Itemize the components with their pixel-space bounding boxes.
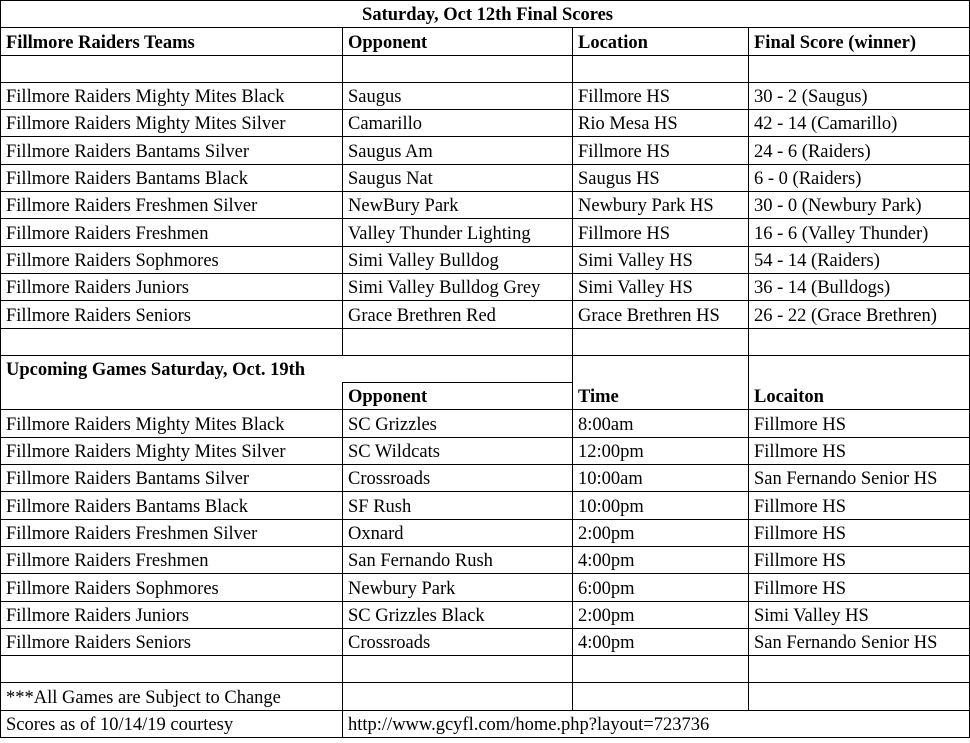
final-scores-title: Saturday, Oct 12th Final Scores [1,1,970,28]
header-opponent: Opponent [343,28,573,55]
time-cell: 2:00pm [573,601,749,628]
opponent-cell: Simi Valley Bulldog [343,246,573,273]
score-cell: 54 - 14 (Raiders) [749,246,970,273]
location-cell: San Fernando Senior HS [749,465,970,492]
opponent-cell: Crossroads [343,628,573,655]
team-cell: Fillmore Raiders Bantams Black [1,164,343,191]
team-cell: Fillmore Raiders Mighty Mites Silver [1,437,343,464]
location-cell: Fillmore HS [749,492,970,519]
team-cell: Fillmore Raiders Sophmores [1,574,343,601]
time-cell: 8:00am [573,410,749,437]
header-teams: Fillmore Raiders Teams [1,28,343,55]
time-cell: 4:00pm [573,628,749,655]
opponent-cell: Camarillo [343,110,573,137]
empty-cell [343,328,573,355]
table-row [1,82,970,109]
table-row [1,301,970,328]
score-cell: 16 - 6 (Valley Thunder) [749,219,970,246]
final-scores-header-row [1,28,970,55]
table-row [1,219,970,246]
team-cell: Fillmore Raiders Mighty Mites Black [1,410,343,437]
opponent-cell: Grace Brethren Red [343,301,573,328]
team-cell: Fillmore Raiders Freshmen Silver [1,192,343,219]
table-row [1,410,970,437]
empty-cell [573,656,749,683]
score-cell: 30 - 2 (Saugus) [749,82,970,109]
time-cell: 12:00pm [573,437,749,464]
team-cell: Fillmore Raiders Bantams Black [1,492,343,519]
opponent-cell: Saugus Am [343,137,573,164]
upcoming-header-row [1,383,970,410]
source-row [1,710,970,737]
empty-cell [573,683,749,710]
score-cell: 6 - 0 (Raiders) [749,164,970,191]
scores-as-of: Scores as of 10/14/19 courtesy [1,710,343,737]
opponent-cell: SC Grizzles [343,410,573,437]
score-cell: 42 - 14 (Camarillo) [749,110,970,137]
team-cell: Fillmore Raiders Bantams Silver [1,465,343,492]
team-cell: Fillmore Raiders Bantams Silver [1,137,343,164]
team-cell: Fillmore Raiders Freshmen [1,219,343,246]
empty-cell [749,328,970,355]
table-row [1,546,970,573]
empty-cell [343,683,573,710]
spacer-row [1,328,970,355]
header-location: Location [573,28,749,55]
header-opponent: Opponent [343,383,573,410]
location-cell: Fillmore HS [749,574,970,601]
source-url: http://www.gcyfl.com/home.php?layout=723736 [343,710,970,737]
empty-cell [343,55,573,82]
empty-cell [1,55,343,82]
time-cell: 4:00pm [573,546,749,573]
table-row [1,628,970,655]
opponent-cell: SC Wildcats [343,437,573,464]
table-row [1,465,970,492]
location-cell: Rio Mesa HS [573,110,749,137]
table-row [1,164,970,191]
location-cell: Fillmore HS [573,82,749,109]
team-cell: Fillmore Raiders Freshmen [1,546,343,573]
table-row [1,574,970,601]
table-row [1,273,970,300]
team-cell: Fillmore Raiders Seniors [1,628,343,655]
empty-cell [573,355,749,382]
location-cell: Fillmore HS [749,546,970,573]
score-cell: 30 - 0 (Newbury Park) [749,192,970,219]
header-final-score: Final Score (winner) [749,28,970,55]
time-cell: 10:00am [573,465,749,492]
score-cell: 36 - 14 (Bulldogs) [749,273,970,300]
empty-cell [1,383,343,410]
opponent-cell: Newbury Park [343,574,573,601]
empty-cell [749,683,970,710]
team-cell: Fillmore Raiders Freshmen Silver [1,519,343,546]
table-row [1,110,970,137]
empty-cell [749,656,970,683]
empty-cell [749,355,970,382]
location-cell: Grace Brethren HS [573,301,749,328]
opponent-cell: Saugus Nat [343,164,573,191]
location-cell: Fillmore HS [573,137,749,164]
score-cell: 24 - 6 (Raiders) [749,137,970,164]
opponent-cell: SC Grizzles Black [343,601,573,628]
table-row [1,137,970,164]
team-cell: Fillmore Raiders Sophmores [1,246,343,273]
empty-cell [573,55,749,82]
empty-cell [749,55,970,82]
table-row [1,437,970,464]
team-cell: Fillmore Raiders Mighty Mites Black [1,82,343,109]
empty-cell [1,328,343,355]
location-cell: Simi Valley HS [573,273,749,300]
score-cell: 26 - 22 (Grace Brethren) [749,301,970,328]
table-row [1,192,970,219]
table-row [1,492,970,519]
table-row [1,519,970,546]
spacer-row [1,55,970,82]
opponent-cell: Crossroads [343,465,573,492]
empty-cell [573,328,749,355]
opponent-cell: Saugus [343,82,573,109]
header-location: Locaiton [749,383,970,410]
time-cell: 6:00pm [573,574,749,601]
upcoming-title-row [1,355,970,382]
location-cell: Simi Valley HS [573,246,749,273]
table-row [1,246,970,273]
time-cell: 10:00pm [573,492,749,519]
opponent-cell: Valley Thunder Lighting [343,219,573,246]
team-cell: Fillmore Raiders Mighty Mites Silver [1,110,343,137]
notice-row [1,683,970,710]
opponent-cell: San Fernando Rush [343,546,573,573]
team-cell: Fillmore Raiders Juniors [1,273,343,300]
empty-cell [1,656,343,683]
team-cell: Fillmore Raiders Juniors [1,601,343,628]
opponent-cell: Simi Valley Bulldog Grey [343,273,573,300]
opponent-cell: SF Rush [343,492,573,519]
location-cell: Fillmore HS [573,219,749,246]
empty-cell [343,656,573,683]
opponent-cell: NewBury Park [343,192,573,219]
location-cell: San Fernando Senior HS [749,628,970,655]
location-cell: Fillmore HS [749,437,970,464]
table-row [1,601,970,628]
opponent-cell: Oxnard [343,519,573,546]
header-time: Time [573,383,749,410]
location-cell: Fillmore HS [749,410,970,437]
time-cell: 2:00pm [573,519,749,546]
upcoming-title: Upcoming Games Saturday, Oct. 19th [1,355,573,382]
location-cell: Simi Valley HS [749,601,970,628]
location-cell: Saugus HS [573,164,749,191]
location-cell: Newbury Park HS [573,192,749,219]
change-notice: ***All Games are Subject to Change [1,683,343,710]
location-cell: Fillmore HS [749,519,970,546]
spacer-row [1,656,970,683]
final-scores-title-row [1,1,970,28]
team-cell: Fillmore Raiders Seniors [1,301,343,328]
